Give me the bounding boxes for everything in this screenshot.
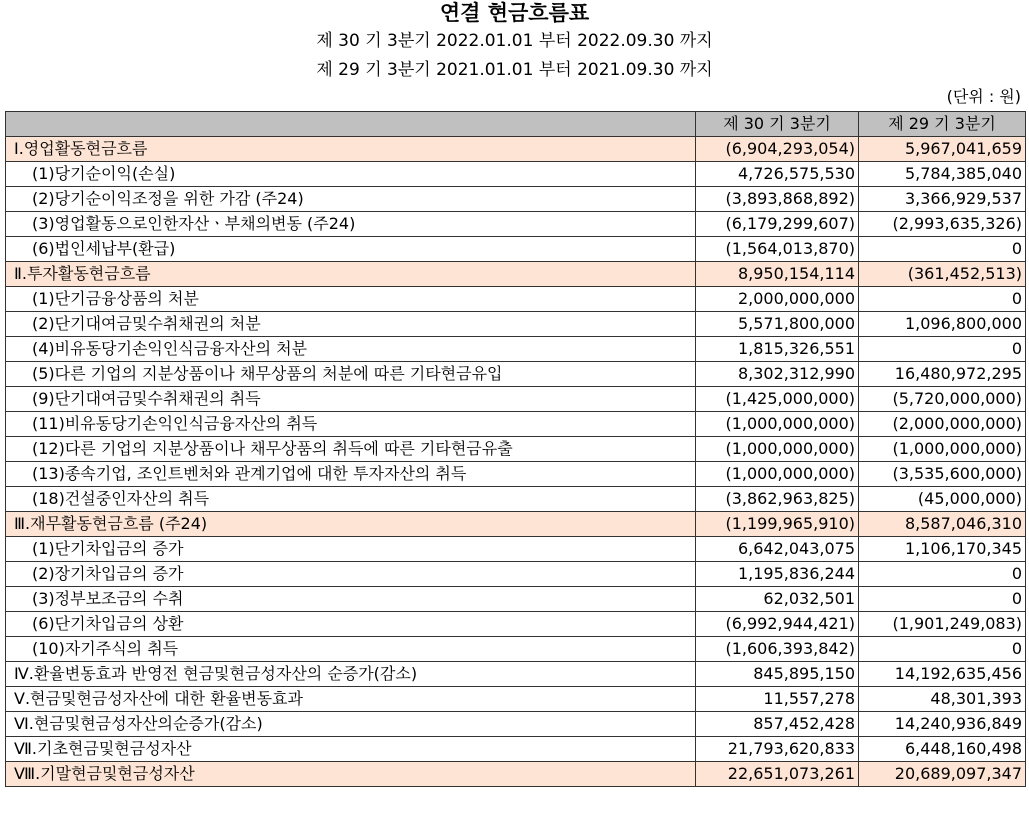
row-label: Ⅱ.투자활동현금흐름	[6, 262, 696, 287]
row-label: (5)다른 기업의 지분상품이나 채무상품의 처분에 따른 기타현금유입	[6, 362, 696, 387]
row-value-current: (6,904,293,054)	[696, 137, 859, 162]
table-row	[6, 237, 1026, 262]
row-label: (18)건설중인자산의 취득	[6, 487, 696, 512]
row-value-current: 1,815,326,551	[696, 337, 859, 362]
row-value-current: 62,032,501	[696, 587, 859, 612]
row-label: (6)단기차입금의 상환	[6, 612, 696, 637]
table-row	[6, 212, 1026, 237]
table-row	[6, 562, 1026, 587]
row-value-prior: (1,000,000,000)	[859, 437, 1026, 462]
table-row	[6, 387, 1026, 412]
row-value-prior: 0	[859, 287, 1026, 312]
row-label: (11)비유동당기손익인식금융자산의 취득	[6, 412, 696, 437]
row-label: (1)당기순이익(손실)	[6, 162, 696, 187]
row-value-current: (1,000,000,000)	[696, 412, 859, 437]
table-row	[6, 412, 1026, 437]
row-value-prior: 14,240,936,849	[859, 712, 1026, 737]
table-header-row	[6, 112, 1026, 137]
period-prior: 제 29 기 3분기 2021.01.01 부터 2021.09.30 까지	[316, 60, 713, 80]
statement-title: 연결 현금흐름표	[439, 1, 590, 25]
row-value-current: (3,862,963,825)	[696, 487, 859, 512]
table-section-row	[6, 137, 1026, 162]
row-value-prior: (361,452,513)	[859, 262, 1026, 287]
unit-label: (단위 : 원)	[946, 87, 1021, 106]
row-value-current: 4,726,575,530	[696, 162, 859, 187]
row-value-current: 845,895,150	[696, 662, 859, 687]
row-value-prior: (2,993,635,326)	[859, 212, 1026, 237]
row-label: Ⅵ.현금및현금성자산의순증가(감소)	[6, 712, 696, 737]
row-value-prior: 5,967,041,659	[859, 137, 1026, 162]
row-value-current: 11,557,278	[696, 687, 859, 712]
table-section-row	[6, 262, 1026, 287]
header-cell-prior: 제 29 기 3분기	[859, 112, 1026, 137]
row-label: (4)비유동당기손익인식금융자산의 처분	[6, 337, 696, 362]
row-value-current: 21,793,620,833	[696, 737, 859, 762]
row-value-prior: 0	[859, 587, 1026, 612]
row-value-current: 6,642,043,075	[696, 537, 859, 562]
row-label: (2)당기순이익조정을 위한 가감 (주24)	[6, 187, 696, 212]
row-value-prior: 48,301,393	[859, 687, 1026, 712]
row-label: (13)종속기업, 조인트벤처와 관계기업에 대한 투자자산의 취득	[6, 462, 696, 487]
row-value-prior: 0	[859, 637, 1026, 662]
row-value-prior: 0	[859, 237, 1026, 262]
row-label: (2)단기대여금및수취채권의 처분	[6, 312, 696, 337]
row-label: Ⅲ.재무활동현금흐름 (주24)	[6, 512, 696, 537]
header-cell-current: 제 30 기 3분기	[696, 112, 859, 137]
row-value-current: (3,893,868,892)	[696, 187, 859, 212]
row-value-prior: (1,901,249,083)	[859, 612, 1026, 637]
row-value-prior: (45,000,000)	[859, 487, 1026, 512]
row-value-current: 8,302,312,990	[696, 362, 859, 387]
row-label: (6)법인세납부(환급)	[6, 237, 696, 262]
row-label: (9)단기대여금및수취채권의 취득	[6, 387, 696, 412]
row-label: Ⅴ.현금및현금성자산에 대한 환율변동효과	[6, 687, 696, 712]
row-value-current: (1,425,000,000)	[696, 387, 859, 412]
row-value-prior: 3,366,929,537	[859, 187, 1026, 212]
row-value-current: (1,564,013,870)	[696, 237, 859, 262]
row-value-prior: 14,192,635,456	[859, 662, 1026, 687]
row-label: (10)자기주식의 취득	[6, 637, 696, 662]
header-cell-label	[6, 112, 696, 137]
row-label: (2)장기차입금의 증가	[6, 562, 696, 587]
table-section-row	[6, 512, 1026, 537]
row-label: (1)단기차입금의 증가	[6, 537, 696, 562]
table-row	[6, 487, 1026, 512]
table-row	[6, 712, 1026, 737]
table-row	[6, 662, 1026, 687]
table-row	[6, 612, 1026, 637]
row-value-current: (1,000,000,000)	[696, 437, 859, 462]
row-label: Ⅶ.기초현금및현금성자산	[6, 737, 696, 762]
statement-header	[0, 0, 1029, 84]
row-label: Ⅳ.환율변동효과 반영전 현금및현금성자산의 순증가(감소)	[6, 662, 696, 687]
row-value-prior: (3,535,600,000)	[859, 462, 1026, 487]
row-value-current: 5,571,800,000	[696, 312, 859, 337]
row-value-prior: 1,106,170,345	[859, 537, 1026, 562]
row-value-prior: 0	[859, 562, 1026, 587]
row-value-current: 857,452,428	[696, 712, 859, 737]
table-row	[6, 312, 1026, 337]
cash-flow-table	[5, 111, 1026, 787]
row-value-prior: 5,784,385,040	[859, 162, 1026, 187]
row-label: (3)영업활동으로인한자산ㆍ부채의변동 (주24)	[6, 212, 696, 237]
row-value-prior: (5,720,000,000)	[859, 387, 1026, 412]
table-row	[6, 362, 1026, 387]
row-value-prior: 16,480,972,295	[859, 362, 1026, 387]
row-value-prior: (2,000,000,000)	[859, 412, 1026, 437]
table-row	[6, 462, 1026, 487]
period-current: 제 30 기 3분기 2022.01.01 부터 2022.09.30 까지	[316, 31, 713, 51]
table-row	[6, 337, 1026, 362]
row-value-prior: 20,689,097,347	[859, 762, 1026, 787]
table-row	[6, 687, 1026, 712]
row-value-current: (1,606,393,842)	[696, 637, 859, 662]
table-row	[6, 187, 1026, 212]
row-value-current: (6,992,944,421)	[696, 612, 859, 637]
table-row	[6, 537, 1026, 562]
row-label: (3)정부보조금의 수취	[6, 587, 696, 612]
row-label: Ⅷ.기말현금및현금성자산	[6, 762, 696, 787]
row-value-current: 8,950,154,114	[696, 262, 859, 287]
row-value-current: (1,000,000,000)	[696, 462, 859, 487]
row-value-current: 2,000,000,000	[696, 287, 859, 312]
table-section-row	[6, 762, 1026, 787]
row-value-current: 22,651,073,261	[696, 762, 859, 787]
row-label: Ⅰ.영업활동현금흐름	[6, 137, 696, 162]
table-row	[6, 162, 1026, 187]
row-value-current: (1,199,965,910)	[696, 512, 859, 537]
row-value-current: (6,179,299,607)	[696, 212, 859, 237]
row-label: (1)단기금융상품의 처분	[6, 287, 696, 312]
table-row	[6, 737, 1026, 762]
row-label: (12)다른 기업의 지분상품이나 채무상품의 취득에 따른 기타현금유출	[6, 437, 696, 462]
table-row	[6, 287, 1026, 312]
row-value-prior: 8,587,046,310	[859, 512, 1026, 537]
row-value-current: 1,195,836,244	[696, 562, 859, 587]
table-row	[6, 587, 1026, 612]
row-value-prior: 1,096,800,000	[859, 312, 1026, 337]
row-value-prior: 6,448,160,498	[859, 737, 1026, 762]
row-value-prior: 0	[859, 337, 1026, 362]
table-row	[6, 637, 1026, 662]
table-row	[6, 437, 1026, 462]
